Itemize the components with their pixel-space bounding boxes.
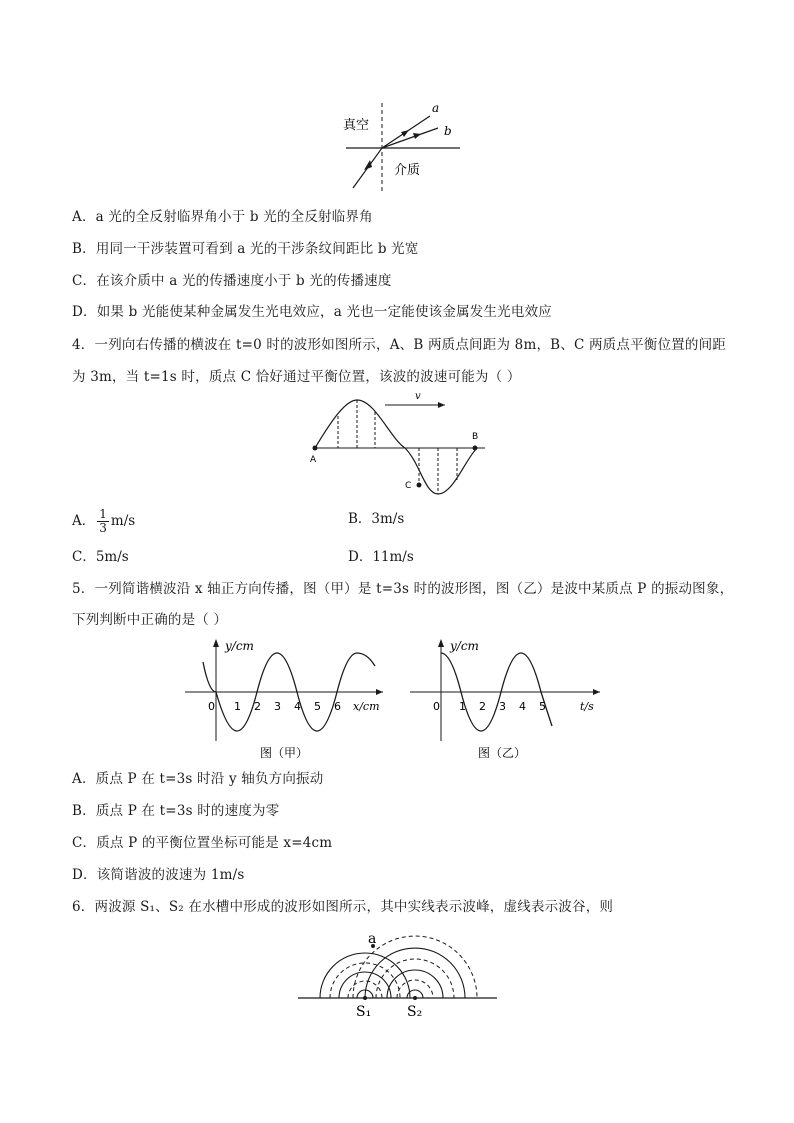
q5-stem-line1: 5．一列简谐横波沿 x 轴正方向传播，图（甲）是 t=3s 时的波形图，图（乙）是波中某质点 P 的振动图象， [72,581,734,597]
jia-ylabel: y/cm [225,639,254,653]
jia-tick-5: 5 [314,700,321,713]
jia-tick-1: 1 [234,700,241,713]
q4-stem-line1: 4．一列向右传播的横波在 t=0 时的波形如图所示，A、B 两质点间距为 8m，B、C 两质点平衡位置的间距 [72,337,726,353]
q5-option-a: A．质点 P 在 t=3s 时沿 y 轴负方向振动 [72,771,324,787]
q5-option-b: B．质点 P 在 t=3s 时的速度为零 [72,803,280,819]
point-a-label: A [310,455,317,465]
fraction-numerator: 1 [99,507,107,521]
q3-option-a: A．a 光的全反射临界角小于 b 光的全反射临界角 [72,209,373,225]
q5-stem-line2: 下列判断中正确的是（ ） [72,612,228,628]
q4-option-b: B．3m/s [348,511,405,527]
source-s1-label: S₁ [356,1004,372,1020]
point-c-label: C [405,481,412,491]
refraction-figure [335,98,465,193]
q3-option-d: D．如果 b 光能使某种金属发生光电效应，a 光也一定能使该金属发生光电效应 [72,304,552,320]
q4-option-a-prefix: A． [72,513,96,529]
velocity-label: v [415,391,421,402]
yi-tick-3: 3 [499,700,506,713]
source-s2-label: S₂ [407,1004,423,1020]
q4-option-c: C．5m/s [72,549,129,565]
yi-tick-0: 0 [433,700,440,713]
jia-tick-4: 4 [294,700,301,713]
q4-option-a [72,508,135,535]
jia-tick-3: 3 [274,700,281,713]
ray-a-label: a [432,101,440,115]
q3-option-c: C．在该介质中 a 光的传播速度小于 b 光的传播速度 [72,273,392,289]
point-b-label: B [472,432,479,442]
vacuum-label: 真空 [343,118,370,133]
point-a-label: a [368,931,377,947]
q4-option-d: D．11m/s [348,549,414,565]
q6-stem-line1: 6．两波源 S₁、S₂ 在水槽中形成的波形如图所示，其中实线表示波峰，虚线表示波谷，则 [72,899,614,915]
jia-caption: 图（甲） [260,746,309,760]
medium-label: 介质 [394,163,421,178]
transverse-wave-figure [305,388,495,498]
q4-stem-line2: 为 3m，当 t=1s 时，质点 C 恰好通过平衡位置，该波的波速可能为（ ） [72,369,521,385]
yi-tick-2: 2 [479,700,486,713]
interference-figure [295,928,500,1023]
jia-tick-2: 2 [254,700,261,713]
q5-option-c: C．质点 P 的平衡位置坐标可能是 x=4cm [72,835,333,851]
yi-caption: 图（乙） [478,746,527,760]
fraction-denominator: 3 [99,521,107,535]
wave-graph-jia [185,636,390,764]
jia-tick-6: 6 [334,700,341,713]
yi-tick-1: 1 [459,700,466,713]
yi-ylabel: y/cm [450,639,479,653]
jia-tick-0: 0 [208,700,215,713]
vibration-graph-yi [410,636,610,764]
yi-xlabel: t/s [580,700,594,713]
yi-tick-5: 5 [539,700,546,713]
jia-xlabel: x/cm [353,700,380,713]
q4-option-a-unit: m/s [110,513,136,529]
ray-b-label: b [444,124,452,138]
one-third-fraction [97,508,109,535]
q3-option-b: B．用同一干涉装置可看到 a 光的干涉条纹间距比 b 光宽 [72,241,419,257]
q5-option-d: D．该简谐波的波速为 1m/s [72,867,245,883]
yi-tick-4: 4 [519,700,526,713]
